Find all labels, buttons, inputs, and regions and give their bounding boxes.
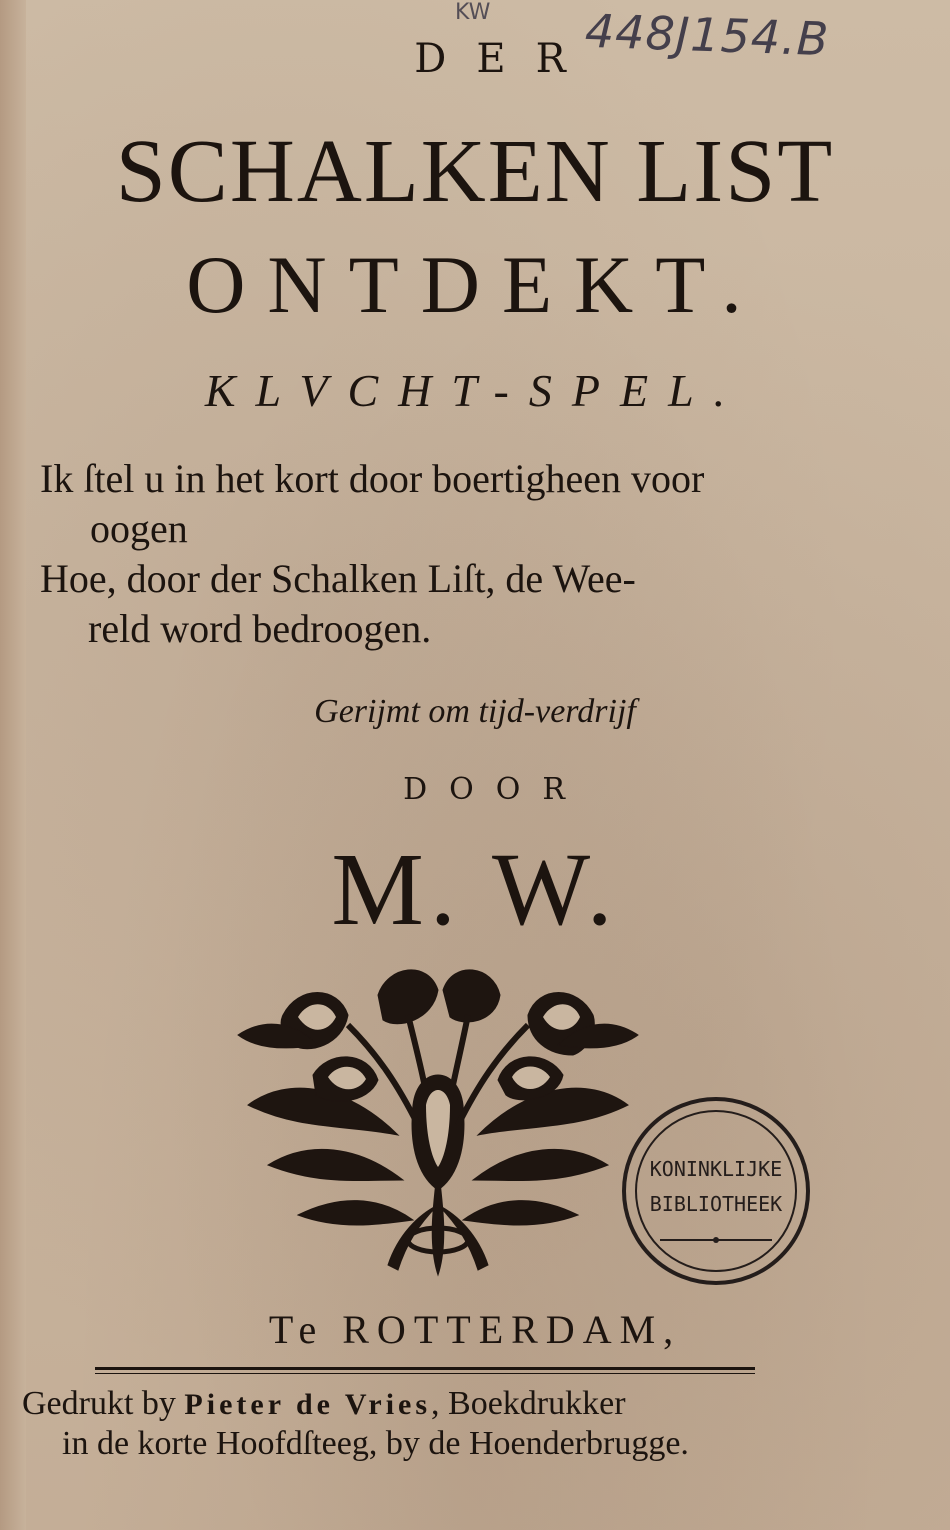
title-line-1: SCHALKEN LIST bbox=[115, 122, 835, 221]
stamp-text-line-1: KONINKLIJKE bbox=[649, 1157, 783, 1181]
place-of-printing: Te ROTTERDAM, bbox=[268, 1307, 682, 1352]
title-article: DER bbox=[414, 36, 596, 82]
verse-line-4: reld word bedroogen. bbox=[88, 606, 432, 651]
author-initials: M. W. bbox=[331, 832, 619, 947]
title-line-2: ONTDEKT. bbox=[186, 239, 764, 330]
stamp-text-line-2: BIBLIOTHEEK bbox=[649, 1192, 783, 1216]
imprint-trade: , Boekdrukker bbox=[431, 1385, 626, 1422]
rhymed-note: Gerijmt om tijd-verdrijf bbox=[314, 693, 636, 730]
shelfmark-initials: KW bbox=[455, 0, 491, 25]
genre-heading: KLVCHT-SPEL. bbox=[204, 365, 746, 416]
library-stamp-icon bbox=[620, 1095, 812, 1287]
verse-line-2: oogen bbox=[90, 506, 188, 551]
imprint-printed-by: Gedrukt by bbox=[22, 1385, 176, 1422]
shelfmark-number: 448J154.B bbox=[584, 3, 831, 67]
binding-edge bbox=[0, 0, 26, 1530]
verse-line-3: Hoe, door der Schalken Liſt, de Wee- bbox=[40, 556, 636, 601]
verse-line-1: Ik ſtel u in het kort door boertigheen voor bbox=[40, 456, 705, 501]
imprint-line-1 bbox=[22, 1385, 626, 1423]
divider-rule bbox=[95, 1367, 755, 1370]
imprint-printer-name: Pieter de Vries bbox=[184, 1388, 432, 1421]
floral-bouquet-icon bbox=[228, 955, 648, 1285]
imprint-line-2: in de korte Hoofdſteeg, by de Hoenderbrugge. bbox=[62, 1425, 689, 1462]
by-label: DOOR bbox=[403, 772, 587, 807]
divider-rule-thin bbox=[95, 1373, 755, 1374]
